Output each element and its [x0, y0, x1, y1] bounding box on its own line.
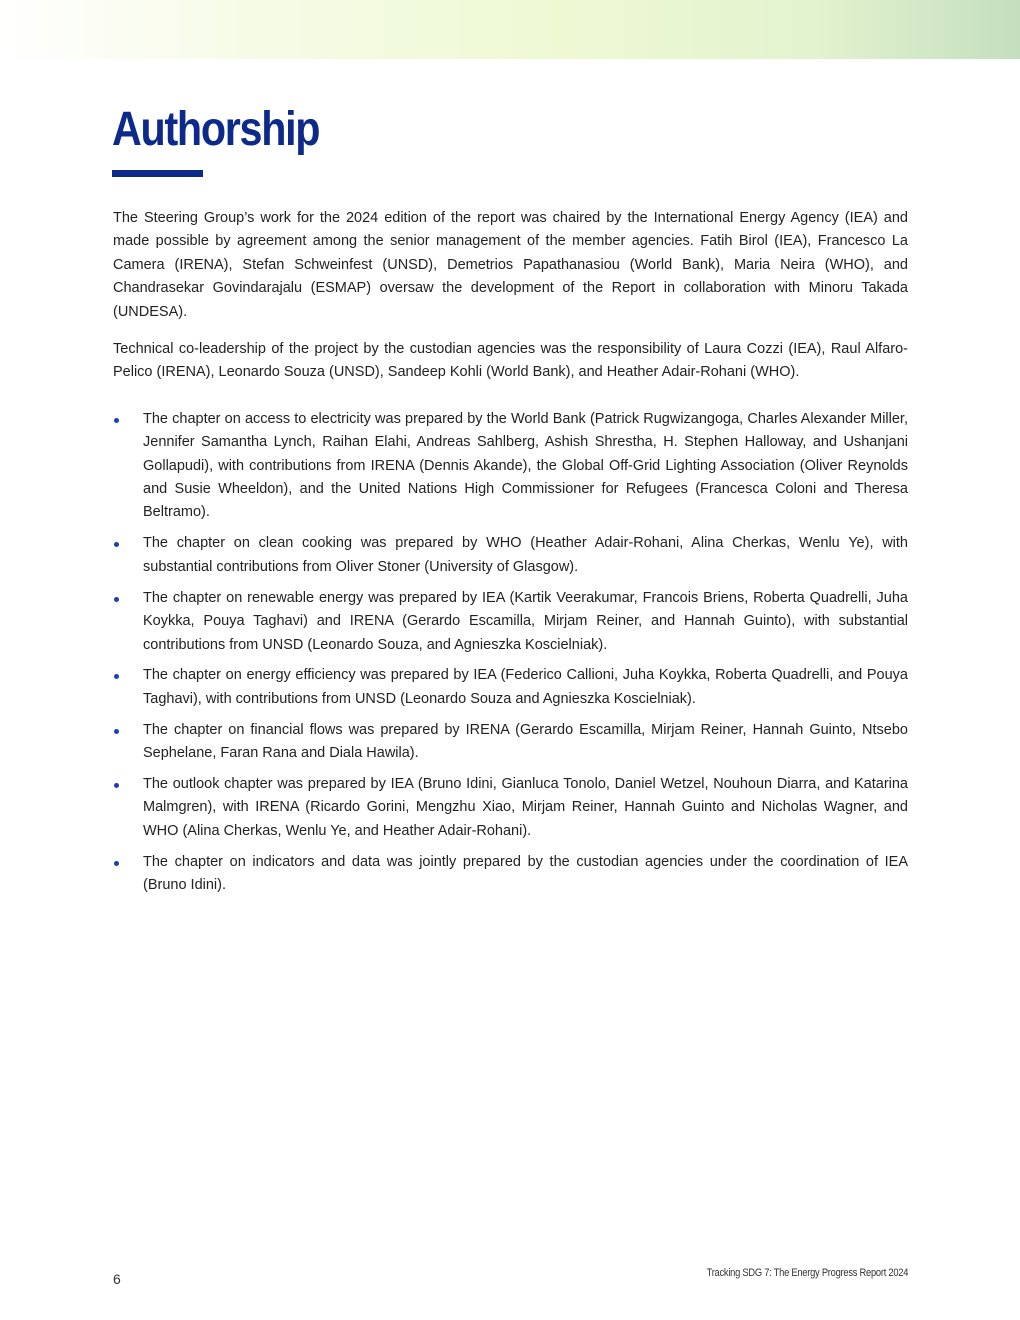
- bullet-icon: [114, 542, 119, 547]
- list-item: [113, 532, 908, 579]
- bullet-icon: [114, 674, 119, 679]
- list-item-text: The chapter on indicators and data was jointly prepared by the custodian agencies under the coordination of IEA (Bruno Idini).: [143, 853, 908, 894]
- list-item-text: The chapter on clean cooking was prepared by WHO (Heather Adair-Rohani, Alina Cherkas, Wenlu Ye), with substantial contributions from Oliver Stoner (University of Glasgow).: [143, 535, 908, 575]
- list-item: [113, 773, 908, 843]
- list-item: [113, 587, 908, 657]
- bullet-icon: [114, 861, 119, 866]
- list-item: [113, 719, 908, 766]
- bullet-icon: [114, 597, 119, 602]
- footer-report-title: Tracking SDG 7: The Energy Progress Report 2024: [706, 1267, 908, 1279]
- authorship-body: [113, 207, 908, 905]
- list-item: [113, 851, 908, 898]
- technical-leadership-paragraph: Technical co-leadership of the project by the custodian agencies was the responsibility of Laura Cozzi (IEA), Raul Alfaro-Pelico (IRENA), Leonardo Souza (UNSD), Sandeep Kohli (World Bank), and Heather Adair-Rohani (WHO).: [113, 341, 908, 381]
- header-gradient-band: [0, 0, 1020, 59]
- list-item-text: The chapter on access to electricity was prepared by the World Bank (Patrick Rugwizangoga, Charles Alexander Miller, Jennifer Samantha Lynch, Raihan Elahi, Andreas Sahlberg, Ashish Shrestha, H. Stephen Halloway, and Ushanjani Gollapudi), with contributions from IRENA (Dennis Akande), the Global Off-Grid Lighting Association (Oliver Reynolds and Susie Wheeldon), and the United Nations High Commissioner for Refugees (Francesca Coloni and Theresa Beltramo).: [143, 410, 908, 521]
- bullet-icon: [114, 783, 119, 788]
- list-item-text: The outlook chapter was prepared by IEA (Bruno Idini, Gianluca Tonolo, Daniel Wetzel, Nouhoun Diarra, and Katarina Malmgren), with IRENA (Ricardo Gorini, Mengzhu Xiao, Mirjam Reiner, Hannah Guinto and Nicholas Wagner, and WHO (Alina Cherkas, Wenlu Ye, and Heather Adair-Rohani).: [143, 776, 908, 839]
- title-underline: [112, 170, 203, 177]
- list-item-text: The chapter on financial flows was prepared by IRENA (Gerardo Escamilla, Mirjam Reiner, Hannah Guinto, Ntsebo Sephelane, Faran Rana and Diala Hawila).: [143, 721, 908, 762]
- chapter-credits-list: [113, 408, 908, 898]
- page-number: 6: [113, 1271, 121, 1287]
- bullet-icon: [114, 729, 119, 734]
- steering-group-paragraph: The Steering Group’s work for the 2024 edition of the report was chaired by the International Energy Agency (IEA) and made possible by agreement among the senior management of the member agencies. Fatih Birol (IEA), Francesco La Camera (IRENA), Stefan Schweinfest (UNSD), Demetrios Papathanasiou (World Bank), Maria Neira (WHO), and Chandrasekar Govindarajalu (ESMAP) oversaw the development of the Report in collaboration with Minoru Takada (UNDESA).: [113, 210, 908, 320]
- list-item: [113, 408, 908, 525]
- list-item-text: The chapter on renewable energy was prepared by IEA (Kartik Veerakumar, Francois Briens, Roberta Quadrelli, Juha Koykka, Pouya Taghavi) and IRENA (Gerardo Escamilla, Mirjam Reiner, and Hannah Guinto), with substantial contributions from UNSD (Leonardo Souza, and Agnieszka Koscielniak).: [143, 589, 908, 653]
- list-item: [113, 664, 908, 711]
- list-item-text: The chapter on energy efficiency was prepared by IEA (Federico Callioni, Juha Koykka, Roberta Quadrelli, and Pouya Taghavi), with contributions from UNSD (Leonardo Souza and Agnieszka Koscielniak).: [143, 667, 908, 707]
- bullet-icon: [114, 418, 119, 423]
- page-title: Authorship: [112, 103, 320, 156]
